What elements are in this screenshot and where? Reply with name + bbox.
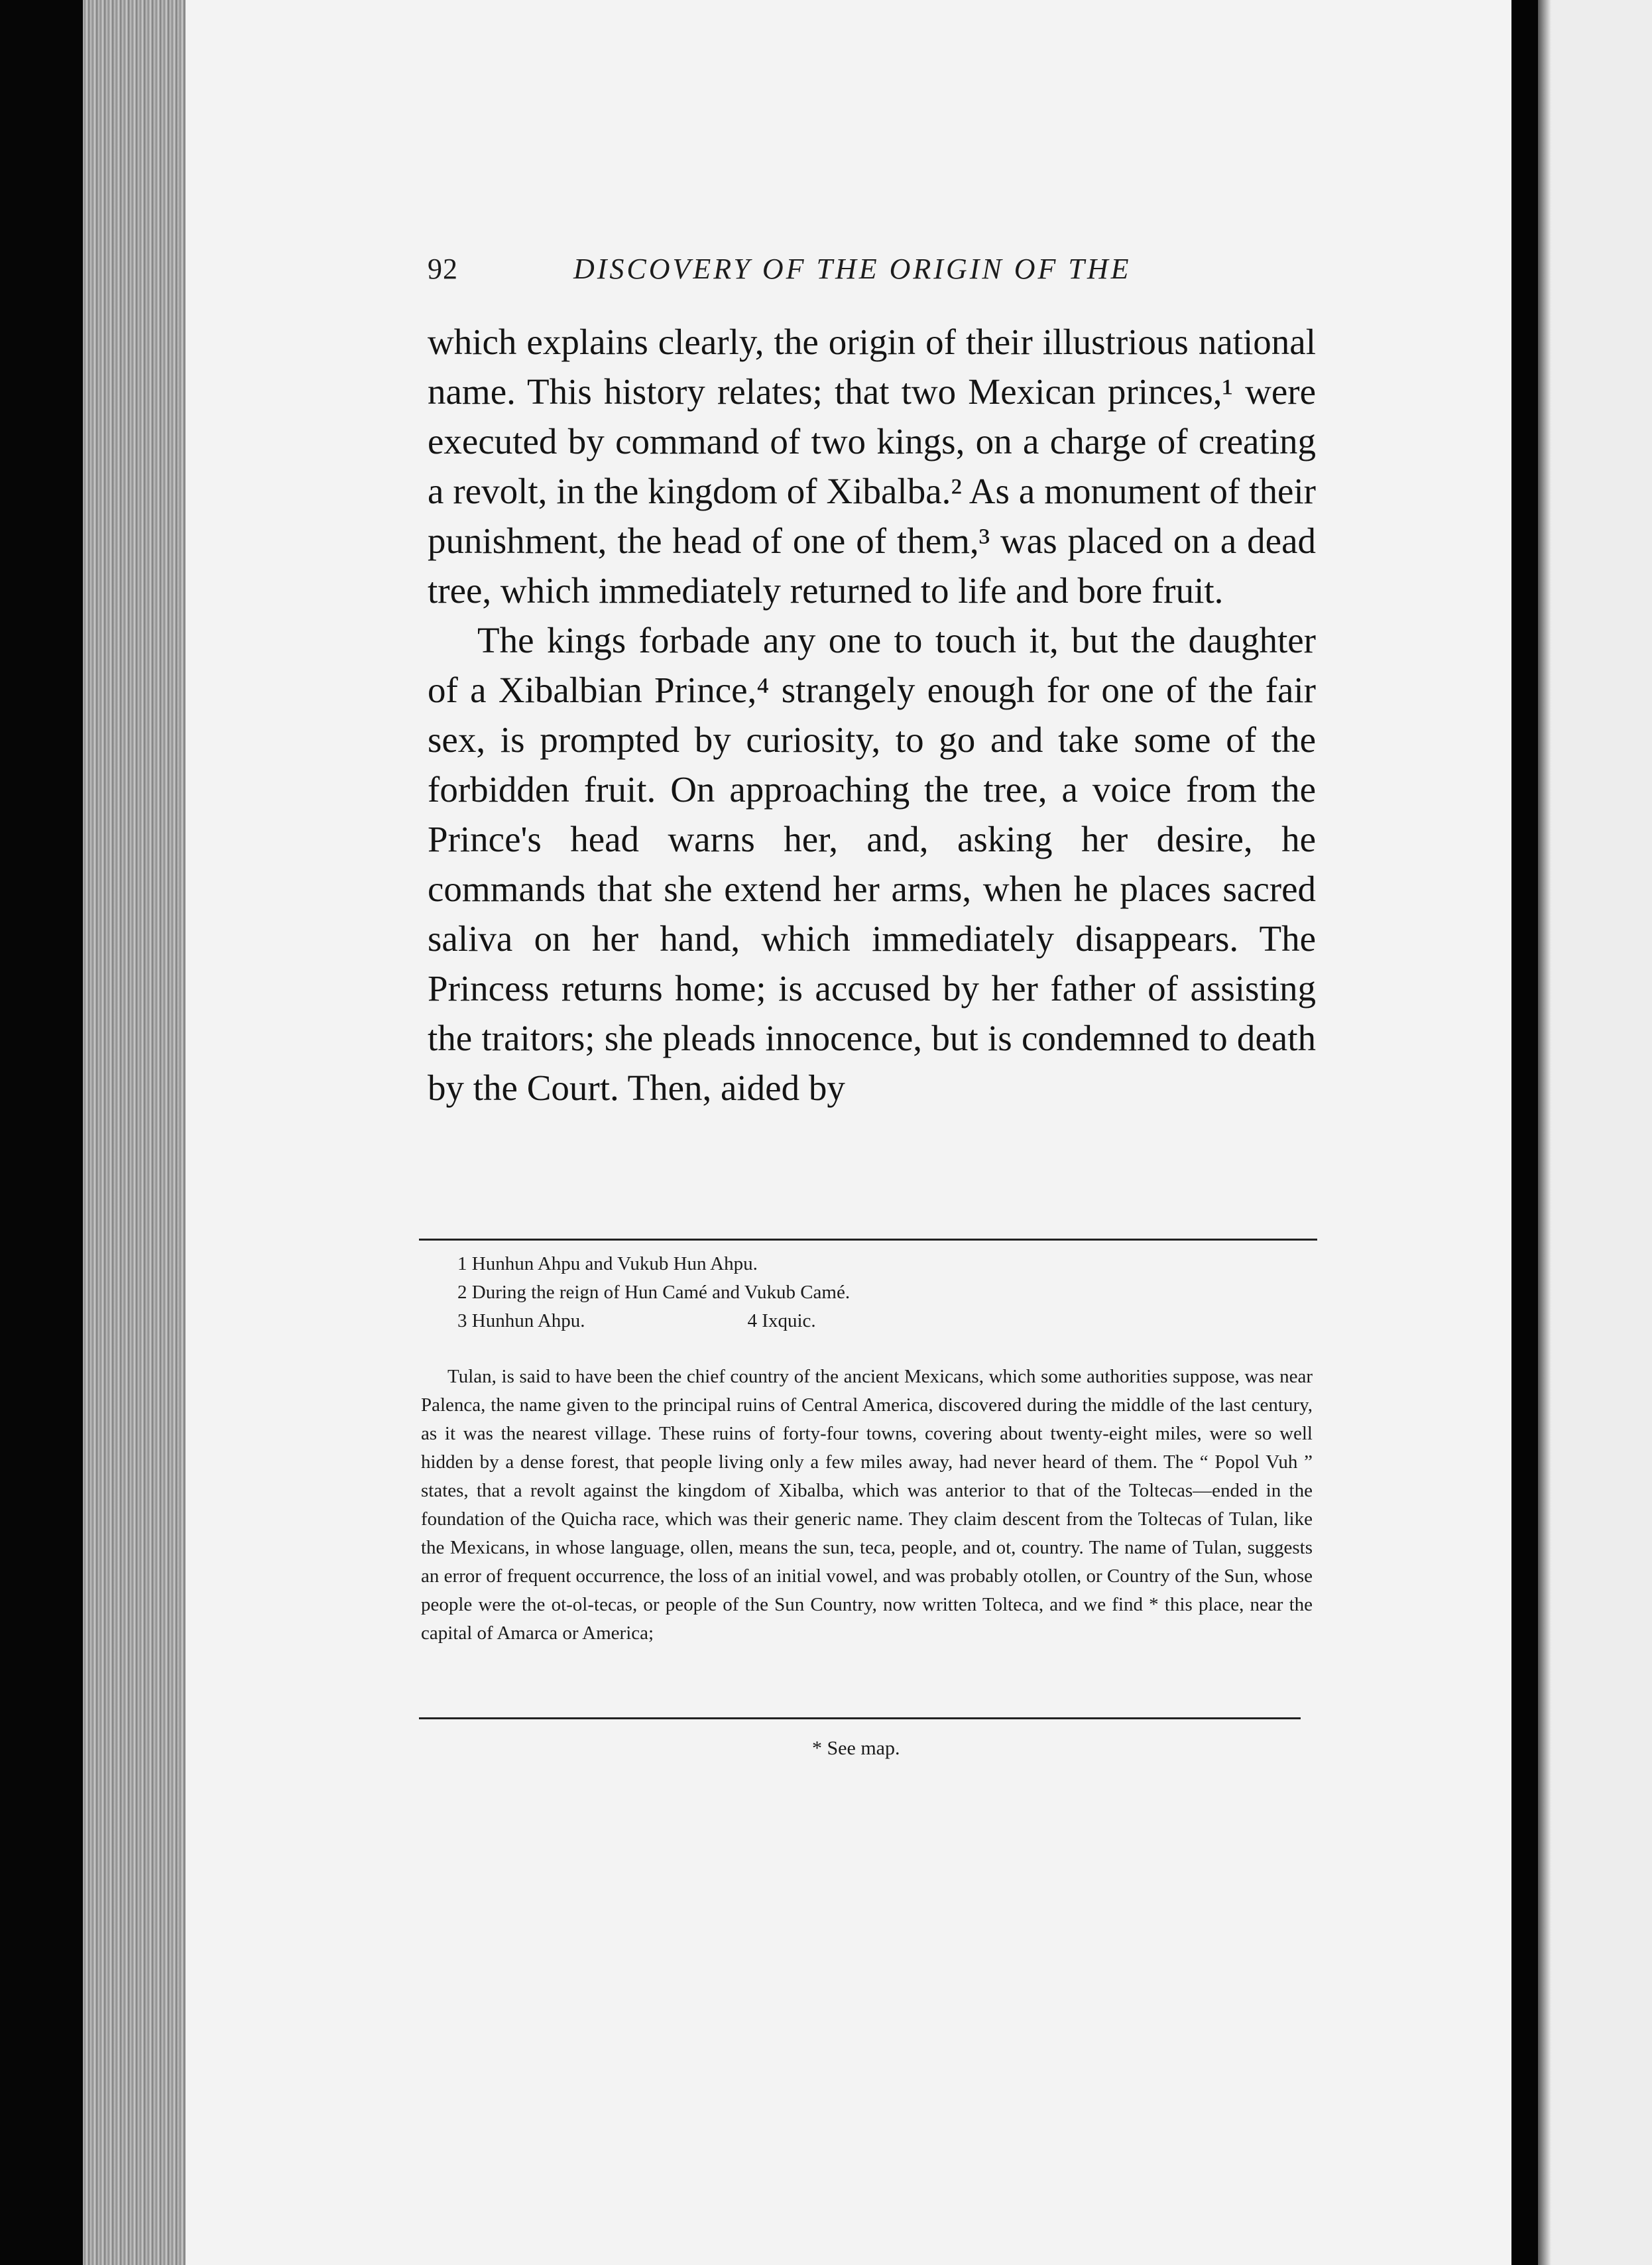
paragraph-2: The kings forbade any one to touch it, but the daughter of a Xibalbian Prince,⁴ strangely enough for one of the fair sex, is prompted by curiosity, to go and take some of the forbidden fruit. On approaching the tree, a voice from the Prince's head warns her, and, asking her desire, he commands that she extend her arms, when he places sacred saliva on her hand, which immediately disappears. The Princess returns home; is accused by her father of assisting the traitors; she pleads innocence, but is condemned to death by the Court. Then, aided by	[428, 620, 1316, 1108]
footnote-1: 1 Hunhun Ahpu and Vukub Hun Ahpu.	[457, 1253, 758, 1274]
footnote-3: 3 Hunhun Ahpu.	[457, 1310, 585, 1331]
page-edges	[83, 0, 186, 2265]
running-head	[428, 252, 1157, 298]
footnote-row	[457, 1307, 1306, 1335]
tulan-note	[421, 1363, 1313, 1648]
footnote-divider	[419, 1239, 1317, 1241]
footnote-2: 2 During the reign of Hun Camé and Vukub Camé.	[457, 1282, 851, 1303]
footnote-4: 4 Ixquic.	[747, 1310, 816, 1331]
note-divider	[419, 1717, 1301, 1719]
facing-page-shadow	[1538, 0, 1551, 2265]
facing-page-edge	[1538, 0, 1652, 2265]
book-spine-shadow	[0, 0, 83, 2265]
page-number: 92	[428, 253, 458, 285]
book-gutter	[1511, 0, 1538, 2265]
running-title: DISCOVERY OF THE ORIGIN OF THE	[573, 253, 1132, 285]
tulan-note-text: Tulan, is said to have been the chief country of the ancient Mexicans, which some authorities suppose, was near Palenca, the name given to the principal ruins of Central America, discovered during the middle of the last century, as it was the nearest village. These ruins of forty-four towns, covering about twenty-eight miles, were so well hidden by a dense forest, that people living only a few miles away, had never heard of them. The “ Popol Vuh ” states, that a revolt against the kingdom of Xibalba, which was anterior to that of the Toltecas—ended in the foundation of the Quicha race, which was their generic name. They claim descent from the Toltecas of Tulan, like the Mexicans, in whose language, ollen, means the sun, teca, people, and ot, country. The name of Tulan, suggests an error of frequent occurrence, the loss of an initial vowel, and was probably otollen, or Country of the Sun, whose people were the ot-ol-tecas, or people of the Sun Country, now written Tolteca, and we find * this place, near the capital of Amarca or America;	[421, 1366, 1313, 1644]
body-text	[428, 317, 1316, 1113]
footnotes	[457, 1250, 1306, 1335]
see-map-note: * See map.	[812, 1737, 900, 1759]
paragraph-1: which explains clearly, the origin of their illustrious national name. This history relates; that two Mexican princes,¹ were executed by command of two kings, on a charge of creating a revolt, in the kingdom of Xibalba.² As a monument of their punishment, the head of one of them,³ was placed on a dead tree, which immediately returned to life and bore fruit.	[428, 322, 1316, 611]
